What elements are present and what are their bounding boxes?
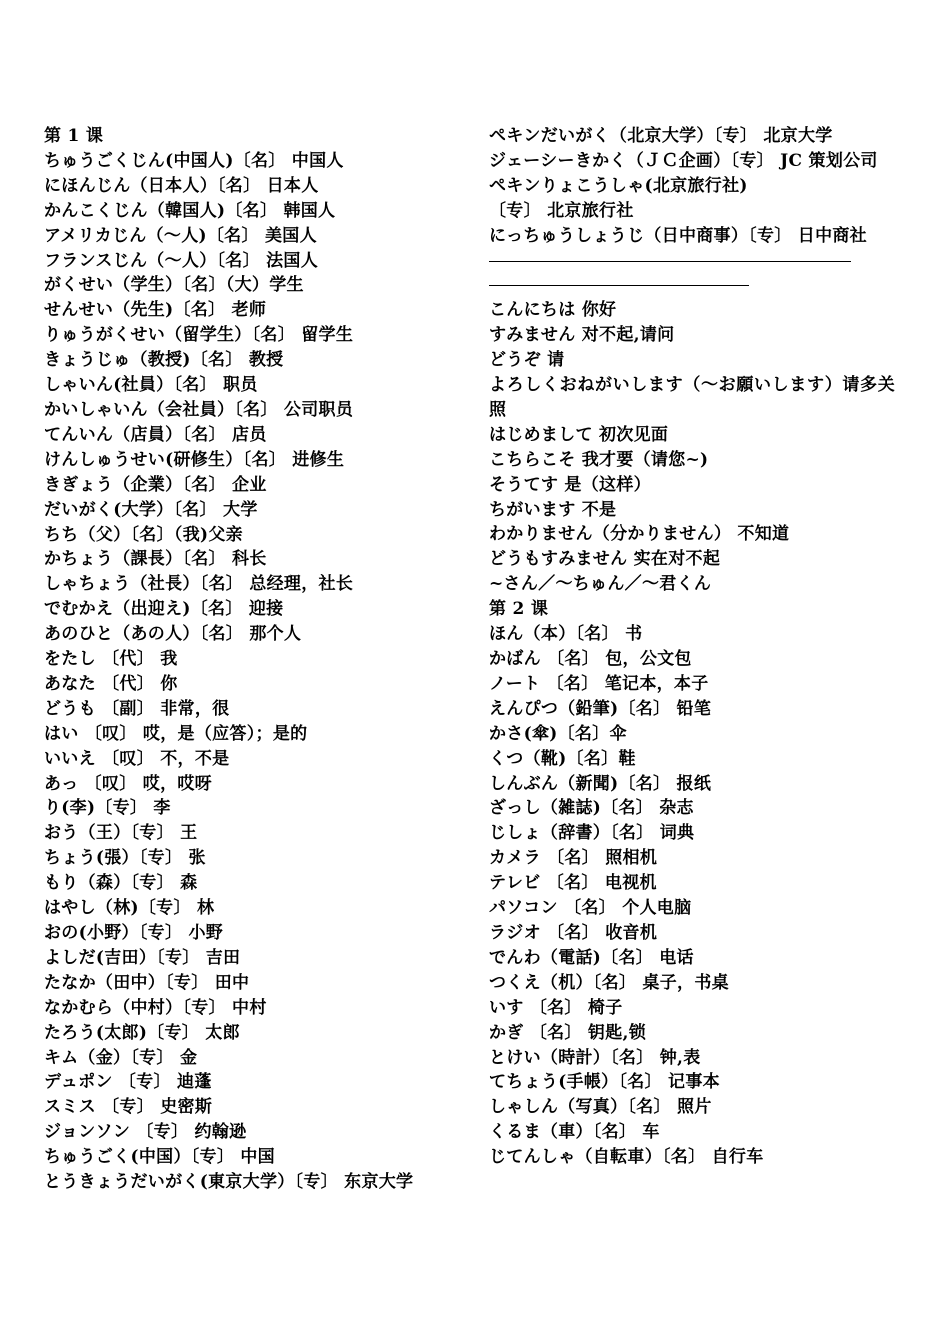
lesson-2-heading: 第 2 课 bbox=[489, 599, 549, 620]
vocab-entry: アメリカじん（～人)〔名〕 美国人 bbox=[44, 225, 317, 246]
vocab-entry: てんいん（店員）〔名〕 店员 bbox=[44, 424, 267, 445]
phrase-entry: ~さん／～ちゅん／～君くん bbox=[489, 574, 712, 595]
vocab-entry: ジェーシーきかく（ＪＣ企画）〔专〕 JC 策划公司 bbox=[489, 150, 878, 171]
vocab-entry: はやし（林)〔专〕 林 bbox=[44, 898, 215, 919]
phrase-entry: そうてす 是（这样） bbox=[489, 474, 651, 495]
vocab-entry: だいがく(大学）〔名〕 大学 bbox=[44, 499, 258, 520]
vocab-entry: どうも 〔副〕 非常，很 bbox=[44, 698, 230, 719]
vocab-entry: ペキンりょこうしゃ(北京旅行社) bbox=[489, 175, 748, 196]
vocab-entry: けんしゅうせい(研修生）〔名〕 进修生 bbox=[44, 449, 345, 470]
vocab-entry: でむかえ（出迎え)〔名〕 迎接 bbox=[44, 599, 284, 620]
vocab-entry: しゃしん（写真）〔名〕 照片 bbox=[489, 1097, 712, 1118]
left-column bbox=[44, 124, 464, 1195]
vocab-entry: しんぶん（新聞)〔名〕 报纸 bbox=[489, 773, 712, 794]
vocab-entry: なかむら（中村）〔专〕 中村 bbox=[44, 997, 267, 1018]
phrase-entry: すみません 对不起,请问 bbox=[489, 325, 675, 346]
vocab-entry: でんわ（電話)〔名〕 电话 bbox=[489, 947, 694, 968]
vocab-entry: ちゅうごくじん(中国人)〔名〕 中国人 bbox=[44, 150, 344, 171]
vocab-entry: かばん 〔名〕 包，公文包 bbox=[489, 649, 692, 669]
phrase-entry: こちらこそ 我才要（请您~) bbox=[489, 449, 709, 470]
vocab-entry: デュポン 〔专〕 迪蓬 bbox=[44, 1072, 212, 1093]
vocab-entry: おう（王）〔专〕 王 bbox=[44, 823, 198, 844]
right-column bbox=[489, 124, 895, 1170]
vocab-entry: たろう(太郎)〔专〕 太郎 bbox=[44, 1022, 240, 1043]
vocab-entry: しゃちょう（社長）〔名〕 总经理，社长 bbox=[44, 574, 354, 595]
vocab-entry: ちょう(張）〔专〕 张 bbox=[44, 848, 206, 869]
vocab-entry: くるま（車）〔名〕 车 bbox=[489, 1122, 660, 1143]
lesson-1-heading: 第 1 课 bbox=[44, 126, 104, 146]
vocab-entry: いす 〔名〕 椅子 bbox=[489, 997, 623, 1018]
vocab-entry: あなた 〔代〕 你 bbox=[44, 673, 178, 694]
vocab-entry: パソコン 〔名〕 个人电脑 bbox=[489, 898, 692, 919]
vocab-entry: とけい（時計）〔名〕 钟,表 bbox=[489, 1047, 701, 1068]
vocab-entry: にほんじん（日本人）〔名〕 日本人 bbox=[44, 175, 319, 196]
phrase-entry: ちがいます 不是 bbox=[489, 499, 617, 520]
vocab-entry: じてんしゃ（自転車）〔名〕 自行车 bbox=[489, 1147, 764, 1168]
vocab-entry: たなか（田中）〔专〕 田中 bbox=[44, 972, 250, 993]
vocab-entry: かいしゃいん（会社員）〔名〕 公司职员 bbox=[44, 399, 354, 420]
vocab-entry: とうきょうだいがく(東京大学）〔专〕 东京大学 bbox=[44, 1172, 414, 1193]
phrase-entry: どうぞ 请 bbox=[489, 350, 565, 371]
vocab-entry: じしょ（辞書）〔名〕 词典 bbox=[489, 823, 695, 844]
vocab-entry: かちょう（課長）〔名〕 科长 bbox=[44, 549, 267, 570]
vocab-entry: いいえ 〔叹〕 不，不是 bbox=[44, 748, 230, 769]
phrase-entry: どうもすみません 实在对不起 bbox=[489, 549, 721, 570]
vocab-entry: スミス 〔专〕 史密斯 bbox=[44, 1097, 213, 1118]
vocab-entry: あっ 〔叹〕 哎，哎呀 bbox=[44, 773, 212, 794]
vocab-entry: がくせい（学生）〔名〕（大）学生 bbox=[44, 275, 304, 296]
vocab-entry: くつ（靴)〔名〕鞋 bbox=[489, 748, 636, 769]
vocab-entry: 〔专〕 北京旅行社 bbox=[489, 200, 634, 221]
vocab-entry: かさ(傘)〔名〕伞 bbox=[489, 723, 627, 744]
vocab-entry: テレビ 〔名〕 电视机 bbox=[489, 873, 657, 894]
vocab-entry: ペキンだいがく（北京大学）〔专〕 北京大学 bbox=[489, 126, 833, 146]
vocab-entry: り(李)〔专〕 李 bbox=[44, 798, 171, 819]
vocab-entry: しゃいん(社員）〔名〕 职员 bbox=[44, 375, 258, 396]
vocab-entry: かんこくじん（韓国人)〔名〕 韩国人 bbox=[44, 200, 336, 221]
divider-line bbox=[489, 249, 895, 274]
vocab-entry: ジョンソン 〔专〕 约翰逊 bbox=[44, 1122, 247, 1143]
phrase-entry: わかりません（分かりません） 不知道 bbox=[489, 524, 790, 545]
vocab-entry: キム（金）〔专〕 金 bbox=[44, 1047, 198, 1068]
vocab-entry: りゅうがくせい（留学生）〔名〕 留学生 bbox=[44, 325, 354, 346]
vocab-entry: よしだ(吉田）〔专〕 吉田 bbox=[44, 947, 241, 968]
vocab-entry: せんせい（先生)〔名〕 老师 bbox=[44, 300, 267, 321]
vocab-entry: ラジオ 〔名〕 收音机 bbox=[489, 922, 658, 943]
vocab-entry: ノート 〔名〕 笔记本，本子 bbox=[489, 673, 709, 694]
phrase-entry: はじめまして 初次见面 bbox=[489, 424, 669, 445]
vocab-entry: てちょう(手帳）〔名〕 记事本 bbox=[489, 1072, 720, 1093]
phrase-entry: よろしくおねがいします（～お願いします）请多关照 bbox=[489, 375, 895, 420]
vocab-entry: もり（森）〔专〕 森 bbox=[44, 873, 198, 894]
vocab-entry: おの(小野）〔专〕 小野 bbox=[44, 923, 224, 943]
vocab-entry: ざっし（雑誌)〔名〕 杂志 bbox=[489, 798, 694, 819]
vocab-entry: えんぴつ（鉛筆)〔名〕 铅笔 bbox=[489, 698, 712, 719]
vocab-entry: フランスじん（～人）〔名〕 法国人 bbox=[44, 250, 319, 271]
vocab-entry: にっちゅうしょうじ（日中商事）〔专〕 日中商社 bbox=[489, 225, 867, 246]
vocab-entry: ほん（本）〔名〕 书 bbox=[489, 624, 643, 645]
vocab-entry: かぎ 〔名〕 钥匙,锁 bbox=[489, 1022, 647, 1043]
vocab-entry: はい 〔叹〕 哎，是（应答）；是的 bbox=[44, 723, 308, 744]
vocab-entry: つくえ（机）〔名〕 桌子，书桌 bbox=[489, 972, 729, 993]
phrase-entry: こんにちは 你好 bbox=[489, 300, 617, 321]
vocab-entry: ちち（父）〔名〕（我)父亲 bbox=[44, 524, 243, 545]
vocab-entry: ちゅうごく(中国）〔专〕 中国 bbox=[44, 1147, 275, 1168]
vocab-entry: きぎょう（企業）〔名〕 企业 bbox=[44, 474, 267, 495]
vocab-entry: をたし 〔代〕 我 bbox=[44, 649, 178, 670]
vocab-entry: カメラ 〔名〕 照相机 bbox=[489, 848, 658, 869]
vocab-entry: あのひと（あの人）〔名〕 那个人 bbox=[44, 624, 302, 645]
divider-line bbox=[489, 273, 895, 298]
vocab-entry: きょうじゅ（教授)〔名〕 教授 bbox=[44, 350, 284, 371]
